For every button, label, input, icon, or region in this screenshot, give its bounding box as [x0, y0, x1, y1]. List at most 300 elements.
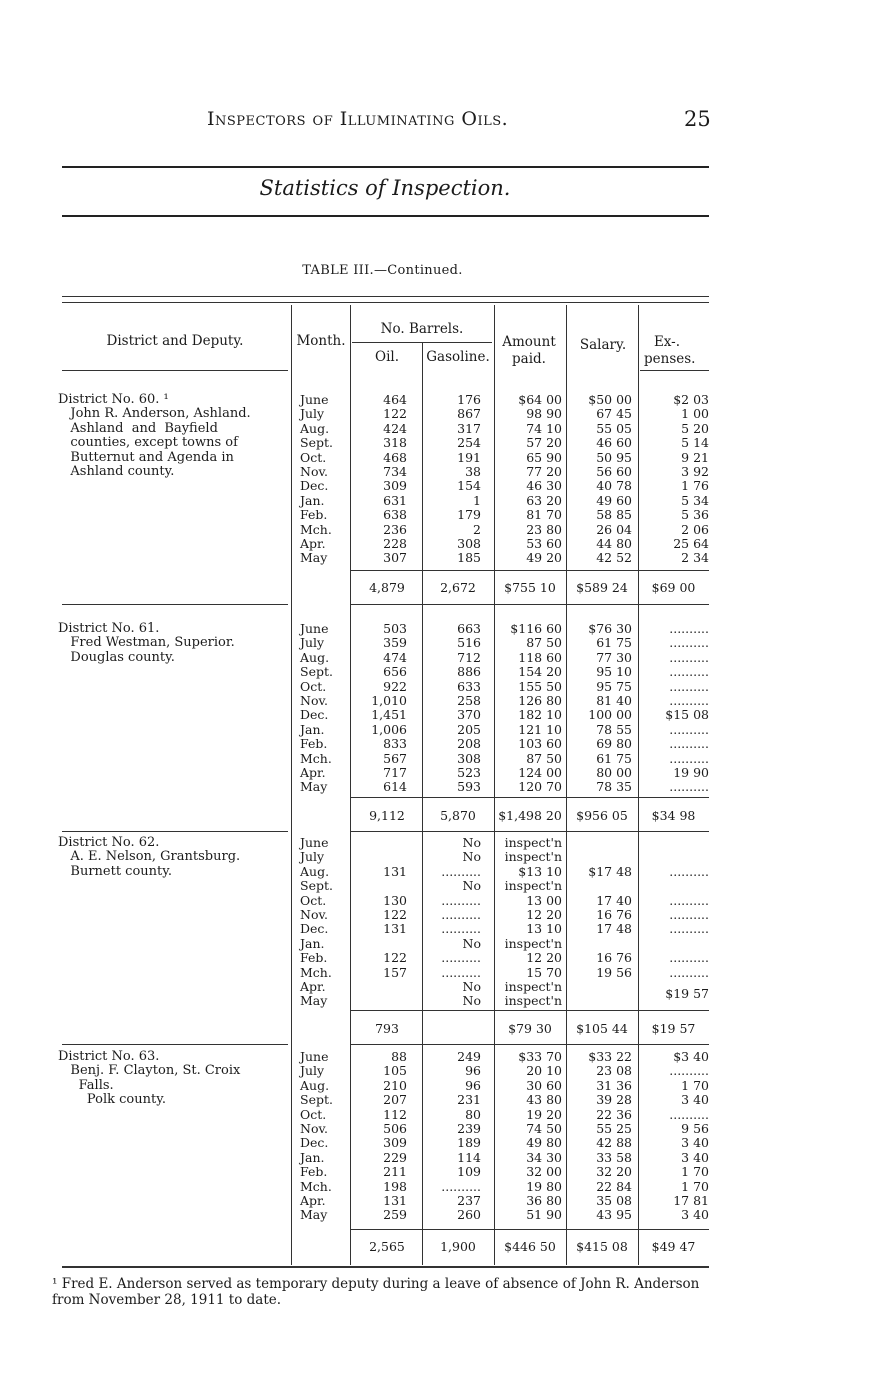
- oil-cell: 734: [383, 464, 407, 479]
- expenses-cell: ..........: [669, 721, 709, 737]
- district-title: District No. 62. A. E. Nelson, Grantsburg. Burnett county.: [58, 835, 241, 879]
- gasoline-cell: 237: [457, 1193, 481, 1208]
- salary-cell: [568, 879, 632, 893]
- section-subtitle: Statistics of Inspection.: [259, 176, 511, 200]
- header-amount: Amount paid.: [502, 334, 556, 367]
- expenses-cell: 1 70: [681, 1178, 709, 1194]
- oil-cell: 424: [383, 420, 407, 436]
- salary-cell: $50 00: [588, 392, 632, 407]
- amount-cell: 34 30: [526, 1149, 562, 1165]
- expenses-cell: 2 34: [681, 550, 709, 566]
- salary-cell: 42 88: [596, 1135, 632, 1151]
- gasoline-cell: No: [462, 878, 481, 894]
- expenses-cell: ..........: [669, 649, 709, 665]
- col-divider: [638, 305, 639, 1265]
- salary-cell: 95 75: [596, 678, 632, 694]
- oil-cell: 122: [383, 406, 407, 422]
- oil-cell: 631: [383, 492, 407, 508]
- salary-cell: $33 22: [588, 1049, 632, 1064]
- month-cell: Dec.: [300, 921, 329, 937]
- amount-cell: 87 50: [526, 750, 562, 766]
- expenses-cell: 5 36: [681, 507, 709, 523]
- oil-cell: 131: [383, 1193, 407, 1208]
- expenses-cell: 9 21: [681, 449, 709, 465]
- gasoline-cell: 867: [457, 406, 481, 422]
- oil-cell: 112: [383, 1106, 407, 1122]
- gasoline-cell: 191: [457, 449, 481, 465]
- totals-rule: [350, 1010, 709, 1011]
- month-cell: Jan.: [300, 1149, 325, 1165]
- amount-cell: 12 20: [526, 907, 562, 922]
- amount-cell: inspect'n: [504, 993, 562, 1009]
- salary-cell: 42 52: [596, 550, 632, 566]
- oil-cell: 307: [383, 550, 407, 566]
- col-divider: [494, 305, 495, 1265]
- header-expenses: Ex-. penses.: [644, 334, 696, 367]
- amount-cell: 57 20: [526, 435, 562, 451]
- month-cell: July: [300, 406, 325, 422]
- salary-cell: 61 75: [596, 635, 632, 651]
- oil-cell: [352, 994, 407, 1008]
- salary-total: $105 44: [576, 1021, 628, 1036]
- amount-cell: inspect'n: [504, 935, 562, 951]
- salary-cell: 46 60: [596, 435, 632, 451]
- expenses-cell: 9 56: [681, 1121, 709, 1136]
- header-month: Month.: [296, 333, 346, 349]
- gasoline-cell: 249: [457, 1049, 481, 1064]
- gasoline-cell: 516: [457, 635, 481, 651]
- expenses-cell: $19 57: [665, 986, 709, 1001]
- gasoline-cell: 2: [473, 521, 481, 537]
- month-cell: July: [300, 635, 325, 651]
- expenses-cell: 1 70: [681, 1077, 709, 1093]
- month-cell: Nov.: [300, 907, 329, 922]
- amount-cell: 182 10: [518, 707, 562, 723]
- gasoline-cell: 185: [457, 550, 481, 566]
- expenses-cell: 1 70: [681, 1164, 709, 1180]
- month-cell: Feb.: [300, 1164, 328, 1180]
- amount-cell: $116 60: [510, 621, 562, 636]
- amount-cell: 12 20: [526, 950, 562, 966]
- month-cell: Dec.: [300, 1135, 329, 1151]
- month-cell: Mch.: [300, 521, 332, 537]
- gasoline-cell: 370: [457, 707, 481, 723]
- month-cell: Mch.: [300, 964, 332, 980]
- salary-cell: 55 05: [596, 420, 632, 436]
- month-cell: Oct.: [300, 449, 327, 465]
- expenses-cell: ..........: [669, 678, 709, 694]
- oil-cell: 468: [383, 449, 407, 465]
- gasoline-cell: 239: [457, 1121, 481, 1136]
- salary-cell: 58 85: [596, 507, 632, 523]
- col-divider: [291, 305, 292, 1265]
- month-cell: May: [300, 779, 328, 795]
- salary-cell: 44 80: [596, 536, 632, 551]
- salary-cell: [568, 836, 632, 850]
- oil-cell: 105: [383, 1063, 407, 1079]
- expenses-cell: ..........: [669, 1063, 709, 1079]
- gasoline-cell: ..........: [441, 950, 481, 966]
- expenses-cell: ..........: [669, 621, 709, 636]
- salary-cell: 69 80: [596, 736, 632, 752]
- month-cell: Dec.: [300, 478, 329, 494]
- expenses-cell: 19 90: [673, 765, 709, 780]
- gasoline-cell: 114: [457, 1149, 481, 1165]
- oil-cell: 656: [383, 664, 407, 680]
- running-head: Inspectors of Illuminating Oils.: [207, 108, 509, 130]
- oil-cell: 210: [383, 1077, 407, 1093]
- salary-cell: 26 04: [596, 521, 632, 537]
- oil-cell: 309: [383, 478, 407, 494]
- page-number: 25: [684, 107, 711, 131]
- salary-cell: 22 84: [596, 1178, 632, 1194]
- oil-cell: 236: [383, 521, 407, 537]
- salary-cell: 55 25: [596, 1121, 632, 1136]
- expenses-cell: ..........: [669, 693, 709, 708]
- oil-cell: 922: [383, 678, 407, 694]
- month-cell: Dec.: [300, 707, 329, 723]
- oil-cell: 1,006: [371, 721, 407, 737]
- salary-cell: 16 76: [596, 907, 632, 922]
- month-cell: Nov.: [300, 1121, 329, 1136]
- month-cell: Apr.: [300, 979, 326, 994]
- amount-cell: 65 90: [526, 449, 562, 465]
- salary-cell: 16 76: [596, 950, 632, 966]
- expenses-cell: ..........: [669, 750, 709, 766]
- salary-cell: 33 58: [596, 1149, 632, 1165]
- expenses-cell: ..........: [669, 950, 709, 966]
- expenses-total: $49 47: [651, 1239, 696, 1254]
- salary-cell: [568, 850, 632, 864]
- oil-cell: 157: [383, 964, 407, 980]
- oil-cell: 122: [383, 950, 407, 966]
- header-oil: Oil.: [375, 349, 399, 365]
- amount-cell: 120 70: [518, 779, 562, 795]
- rule-under-subtitle: [62, 215, 709, 217]
- expenses-cell: ..........: [669, 863, 709, 879]
- month-cell: Oct.: [300, 678, 327, 694]
- salary-cell: $76 30: [588, 621, 632, 636]
- amount-cell: 15 70: [526, 964, 562, 980]
- expenses-cell: 1 76: [681, 478, 709, 494]
- amount-cell: 154 20: [518, 664, 562, 680]
- gasoline-cell: 80: [465, 1106, 481, 1122]
- oil-cell: 717: [383, 765, 407, 780]
- amount-cell: 77 20: [526, 464, 562, 479]
- amount-total: $446 50: [504, 1239, 556, 1254]
- amount-cell: 103 60: [518, 736, 562, 752]
- gasoline-cell: 593: [457, 779, 481, 795]
- col-divider: [350, 305, 351, 1265]
- gasoline-cell: ..........: [441, 1178, 481, 1194]
- salary-cell: 50 95: [596, 449, 632, 465]
- gasoline-cell: 712: [457, 649, 481, 665]
- totals-rule: [350, 797, 709, 798]
- month-cell: Sept.: [300, 435, 333, 451]
- gasoline-cell: 633: [457, 678, 481, 694]
- oil-cell: 259: [383, 1207, 407, 1223]
- salary-cell: 49 60: [596, 492, 632, 508]
- expenses-cell: $3 40: [673, 1049, 709, 1064]
- totals-rule: [350, 1229, 709, 1230]
- oil-total: 4,879: [369, 580, 405, 595]
- amount-cell: 53 60: [526, 536, 562, 551]
- header-gasoline: Gasoline.: [426, 349, 490, 365]
- month-cell: Feb.: [300, 736, 328, 752]
- amount-cell: inspect'n: [504, 979, 562, 994]
- expenses-cell: 3 40: [681, 1207, 709, 1223]
- month-cell: June: [300, 392, 329, 407]
- oil-cell: 122: [383, 907, 407, 922]
- expenses-cell: 2 06: [681, 521, 709, 537]
- oil-cell: 131: [383, 863, 407, 879]
- expenses-cell: 17 81: [673, 1193, 709, 1208]
- amount-cell: 124 00: [518, 765, 562, 780]
- amount-cell: 13 00: [526, 892, 562, 908]
- month-cell: July: [300, 1063, 325, 1079]
- gasoline-cell: 260: [457, 1207, 481, 1223]
- gasoline-cell: 1: [473, 492, 481, 508]
- month-cell: Aug.: [300, 1077, 330, 1093]
- gasoline-cell: 154: [457, 478, 481, 494]
- oil-cell: [352, 937, 407, 951]
- gasoline-cell: 205: [457, 721, 481, 737]
- oil-cell: 506: [383, 1121, 407, 1136]
- gasoline-total: 1,900: [440, 1239, 476, 1254]
- oil-cell: 464: [383, 392, 407, 407]
- gasoline-cell: ..........: [441, 921, 481, 937]
- month-cell: Oct.: [300, 892, 327, 908]
- gasoline-cell: 109: [457, 1164, 481, 1180]
- gasoline-cell: ..........: [441, 863, 481, 879]
- oil-cell: 131: [383, 921, 407, 937]
- gasoline-cell: ..........: [441, 907, 481, 922]
- district-rule: [350, 1044, 709, 1045]
- month-cell: Aug.: [300, 863, 330, 879]
- oil-cell: 1,451: [371, 707, 407, 723]
- expenses-cell: $2 03: [673, 392, 709, 407]
- salary-cell: 77 30: [596, 649, 632, 665]
- month-cell: Mch.: [300, 1178, 332, 1194]
- oil-cell: 474: [383, 649, 407, 665]
- table-bottom-rule: [62, 1266, 709, 1268]
- month-cell: Sept.: [300, 878, 333, 894]
- salary-cell: 81 40: [596, 693, 632, 708]
- gasoline-cell: 308: [457, 536, 481, 551]
- expenses-cell: ..........: [669, 736, 709, 752]
- amount-cell: inspect'n: [504, 878, 562, 894]
- gasoline-cell: 523: [457, 765, 481, 780]
- oil-cell: 359: [383, 635, 407, 651]
- oil-cell: 1,010: [371, 693, 407, 708]
- district-rule: [350, 604, 709, 605]
- amount-total: $755 10: [504, 580, 556, 595]
- month-cell: June: [300, 1049, 329, 1064]
- expenses-cell: 3 40: [681, 1149, 709, 1165]
- amount-cell: 49 20: [526, 550, 562, 566]
- expenses-cell: ..........: [669, 779, 709, 795]
- salary-cell: 78 55: [596, 721, 632, 737]
- oil-cell: 198: [383, 1178, 407, 1194]
- header-salary: Salary.: [579, 337, 627, 353]
- oil-cell: 211: [383, 1164, 407, 1180]
- month-cell: Nov.: [300, 693, 329, 708]
- expenses-cell: [640, 850, 709, 864]
- amount-cell: 30 60: [526, 1077, 562, 1093]
- gasoline-cell: 663: [457, 621, 481, 636]
- district-title: District No. 60. ¹ John R. Anderson, Ashland. Ashland and Bayfield counties, except towns of Butternut and Agenda in Ashland county.: [58, 392, 251, 480]
- oil-cell: 833: [383, 736, 407, 752]
- amount-cell: inspect'n: [504, 849, 562, 865]
- salary-cell: 56 60: [596, 464, 632, 479]
- district-rule-left: [62, 831, 288, 832]
- amount-cell: 20 10: [526, 1063, 562, 1079]
- month-cell: Feb.: [300, 507, 328, 523]
- expenses-cell: 5 34: [681, 492, 709, 508]
- expenses-cell: ..........: [669, 635, 709, 651]
- expenses-cell: ..........: [669, 921, 709, 937]
- amount-cell: 126 80: [518, 693, 562, 708]
- oil-cell: 638: [383, 507, 407, 523]
- gasoline-cell: ..........: [441, 892, 481, 908]
- month-cell: Jan.: [300, 492, 325, 508]
- gasoline-cell: No: [462, 849, 481, 865]
- amount-cell: 32 00: [526, 1164, 562, 1180]
- gasoline-cell: 38: [465, 464, 481, 479]
- salary-cell: 78 35: [596, 779, 632, 795]
- salary-cell: 61 75: [596, 750, 632, 766]
- month-cell: Sept.: [300, 1092, 333, 1108]
- expenses-cell: [640, 836, 709, 850]
- amount-total: $79 30: [508, 1021, 552, 1036]
- amount-cell: 74 50: [526, 1121, 562, 1136]
- expenses-cell: 3 40: [681, 1092, 709, 1108]
- salary-total: $415 08: [576, 1239, 628, 1254]
- gasoline-cell: 96: [465, 1077, 481, 1093]
- amount-cell: 36 80: [526, 1193, 562, 1208]
- district-rule-left: [62, 1044, 288, 1045]
- oil-cell: [352, 836, 407, 850]
- amount-cell: 19 80: [526, 1178, 562, 1194]
- expenses-cell: ..........: [669, 892, 709, 908]
- amount-cell: 46 30: [526, 478, 562, 494]
- oil-cell: [352, 980, 407, 994]
- amount-cell: 74 10: [526, 420, 562, 436]
- oil-cell: 318: [383, 435, 407, 451]
- salary-cell: 95 10: [596, 664, 632, 680]
- expenses-cell: ..........: [669, 907, 709, 922]
- month-cell: Mch.: [300, 750, 332, 766]
- amount-cell: 87 50: [526, 635, 562, 651]
- month-cell: Apr.: [300, 765, 326, 780]
- gasoline-cell: 258: [457, 693, 481, 708]
- footnote: ¹ Fred E. Anderson served as temporary deputy during a leave of absence of John R. Anderson from November 28, 1911 to date.: [52, 1276, 700, 1308]
- expenses-total: $69 00: [651, 580, 696, 595]
- oil-total: 9,112: [369, 808, 405, 823]
- header-bottom-rule: [62, 370, 288, 371]
- salary-cell: 22 36: [596, 1106, 632, 1122]
- expenses-cell: ..........: [669, 1106, 709, 1122]
- gasoline-cell: 176: [457, 392, 481, 407]
- salary-total: $956 05: [576, 808, 628, 823]
- oil-cell: 88: [391, 1049, 407, 1064]
- amount-cell: 155 50: [518, 678, 562, 694]
- gasoline-cell: No: [462, 935, 481, 951]
- month-cell: Aug.: [300, 420, 330, 436]
- header-district: District and Deputy.: [106, 333, 244, 349]
- oil-cell: 614: [383, 779, 407, 795]
- amount-cell: $33 70: [518, 1049, 562, 1064]
- gasoline-cell: 886: [457, 664, 481, 680]
- oil-cell: [352, 850, 407, 864]
- amount-cell: 98 90: [526, 406, 562, 422]
- table-caption: TABLE III.—Continued.: [302, 263, 463, 278]
- salary-cell: 39 28: [596, 1092, 632, 1108]
- gasoline-total: [423, 1021, 493, 1036]
- month-cell: June: [300, 621, 329, 636]
- salary-cell: 43 95: [596, 1207, 632, 1223]
- salary-cell: 19 56: [596, 964, 632, 980]
- gasoline-cell: 189: [457, 1135, 481, 1151]
- expenses-cell: 3 92: [681, 464, 709, 479]
- month-cell: Oct.: [300, 1106, 327, 1122]
- salary-cell: 80 00: [596, 765, 632, 780]
- district-rule-left: [62, 604, 288, 605]
- salary-cell: 23 08: [596, 1063, 632, 1079]
- salary-total: $589 24: [576, 580, 628, 595]
- amount-cell: $13 10: [518, 863, 562, 879]
- month-cell: Apr.: [300, 536, 326, 551]
- month-cell: Sept.: [300, 664, 333, 680]
- gasoline-cell: 254: [457, 435, 481, 451]
- month-cell: June: [300, 835, 329, 850]
- salary-cell: 31 36: [596, 1077, 632, 1093]
- gasoline-cell: No: [462, 835, 481, 850]
- col-divider: [566, 305, 567, 1265]
- month-cell: Aug.: [300, 649, 330, 665]
- header-barrels: No. Barrels.: [380, 321, 464, 337]
- district-title: District No. 61. Fred Westman, Superior. Douglas county.: [58, 621, 235, 665]
- oil-cell: 567: [383, 750, 407, 766]
- expenses-total: $19 57: [651, 1021, 696, 1036]
- amount-cell: 19 20: [526, 1106, 562, 1122]
- gasoline-cell: ..........: [441, 964, 481, 980]
- month-cell: July: [300, 849, 325, 865]
- oil-cell: [352, 879, 407, 893]
- month-cell: Nov.: [300, 464, 329, 479]
- expenses-cell: 3 40: [681, 1135, 709, 1151]
- totals-rule: [350, 570, 709, 571]
- amount-cell: 121 10: [518, 721, 562, 737]
- month-cell: Jan.: [300, 935, 325, 951]
- amount-cell: 81 70: [526, 507, 562, 523]
- month-cell: Apr.: [300, 1193, 326, 1208]
- salary-cell: [568, 980, 632, 994]
- salary-cell: 35 08: [596, 1193, 632, 1208]
- gasoline-total: 2,672: [440, 580, 476, 595]
- expenses-cell: [640, 879, 709, 893]
- gasoline-total: 5,870: [440, 808, 476, 823]
- header-bottom-rule-2: [640, 370, 709, 371]
- rule-top: [62, 166, 709, 168]
- gasoline-cell: 179: [457, 507, 481, 523]
- salary-cell: 67 45: [596, 406, 632, 422]
- salary-cell: [568, 994, 632, 1008]
- expenses-cell: 5 14: [681, 435, 709, 451]
- month-cell: May: [300, 550, 328, 566]
- amount-cell: 43 80: [526, 1092, 562, 1108]
- amount-cell: 51 90: [526, 1207, 562, 1223]
